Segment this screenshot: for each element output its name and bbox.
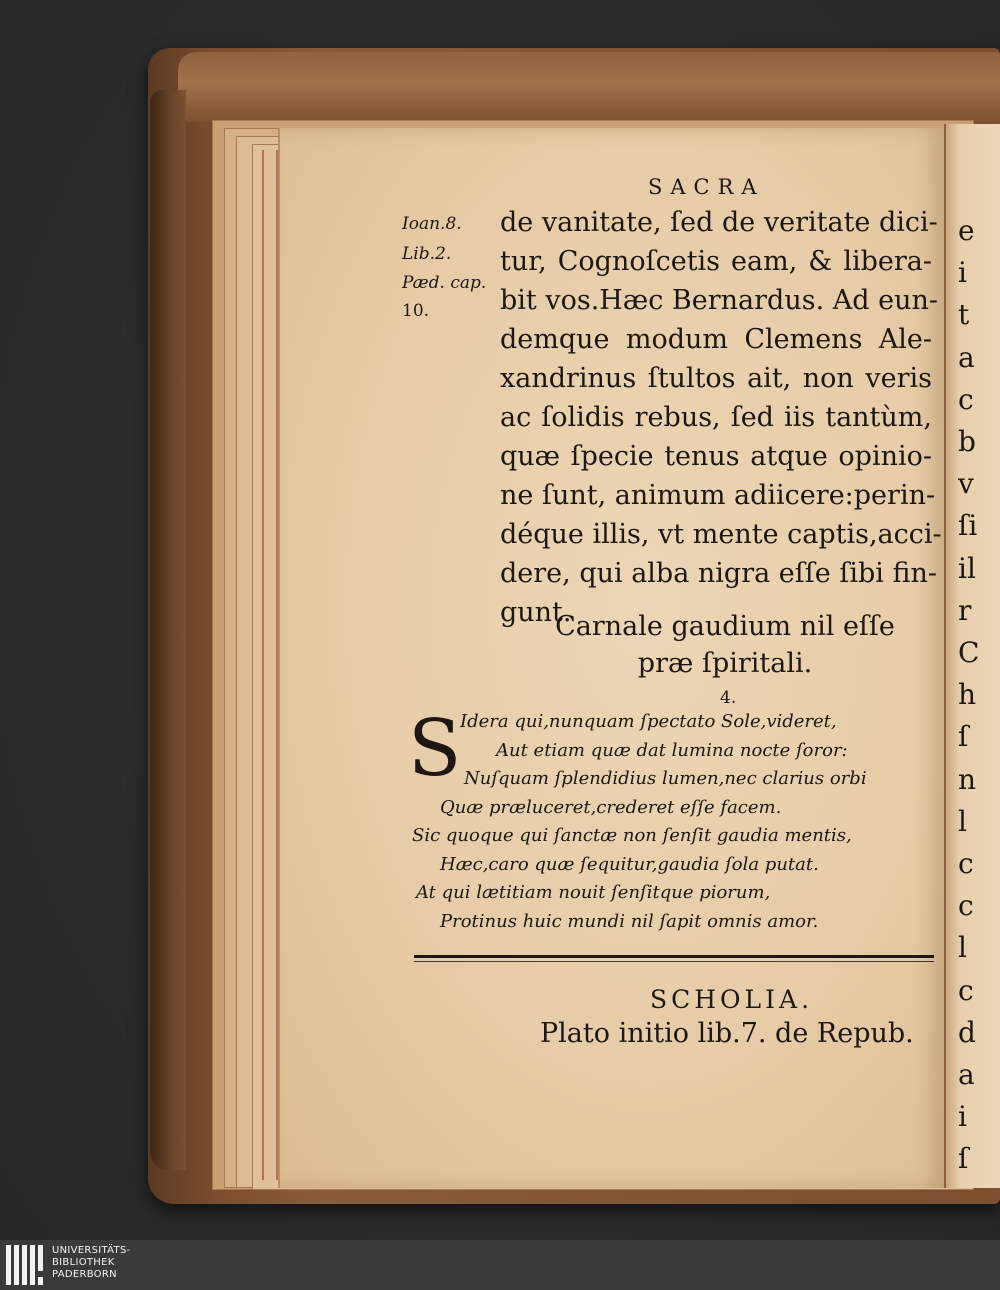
poem-line: Idera qui,nunquam ſpectato Sole,videret,	[460, 711, 837, 732]
drop-cap: S	[408, 704, 462, 794]
footer-bar	[0, 1240, 1000, 1290]
next-page-fragment: b	[958, 425, 976, 459]
text-line: déque illis, vt mente captis,acci-	[500, 519, 942, 550]
poem-line: Aut etiam quæ dat lumina nocte ſoror:	[496, 739, 848, 761]
divider-rule	[414, 961, 934, 962]
text-line: de vanitate, ſed de veritate dici-	[500, 207, 938, 238]
next-page-fragment: n	[958, 762, 977, 796]
margin-note: Pæd. cap.	[402, 273, 487, 293]
text-line: dere, qui alba nigra eſſe ſibi fin-	[500, 558, 937, 589]
logo-line: BIBLIOTHEK	[52, 1257, 115, 1268]
section-number: 4.	[720, 688, 737, 708]
next-page-fragment: ſ	[958, 720, 969, 754]
next-page-fragment: ſ	[958, 1142, 969, 1176]
heading-line: Carnale gaudium nil eſſe	[555, 611, 895, 642]
heading-line: præ ſpiritali.	[637, 648, 813, 679]
text-line: quæ ſpecie tenus atque opinio-	[500, 441, 932, 472]
next-page-fragment: h	[958, 678, 977, 712]
next-page-text	[958, 210, 1000, 1181]
body-text	[500, 203, 942, 632]
next-page-fragment: a	[958, 340, 975, 374]
next-page-fragment: c	[958, 889, 974, 923]
scholia-heading: SCHOLIA.	[650, 985, 814, 1014]
poem-line: Sic quoque qui ſanctæ non ſenſit gaudia mentis,	[412, 825, 852, 846]
text-line: bit vos.Hæc Bernardus. Ad eun-	[500, 285, 938, 316]
next-page-fragment: C	[958, 636, 980, 670]
poem-line: At qui lætitiam nouit ſenſitque piorum,	[416, 882, 771, 903]
next-page-fragment: r	[958, 593, 972, 627]
text-line: gunt.	[500, 597, 572, 628]
next-page-fragment: c	[958, 847, 974, 881]
logo-line: PADERBORN	[52, 1269, 117, 1280]
margin-note: Lib.2.	[402, 244, 452, 264]
book-spine	[150, 90, 186, 1170]
poem-line: Quæ præluceret,crederet eſſe facem.	[440, 796, 782, 818]
next-page-fragment: ſi	[958, 509, 978, 543]
next-page-fragment: i	[958, 256, 967, 290]
next-page-fragment: d	[958, 1015, 976, 1049]
margin-note: 10.	[402, 301, 430, 321]
next-page-fragment: c	[958, 973, 974, 1007]
next-page-fragment: v	[958, 467, 974, 501]
next-page-fragment: e	[958, 214, 975, 247]
margin-note: Ioan.8.	[402, 214, 462, 234]
library-logo-icon	[6, 1245, 46, 1285]
poem-line: Hæc,caro quæ ſequitur,gaudia ſola putat.	[440, 853, 819, 875]
next-page-fragment: il	[958, 551, 976, 585]
library-logo-text	[52, 1245, 131, 1281]
next-page-fragment: i	[958, 1100, 967, 1134]
section-heading	[500, 608, 950, 682]
poem	[412, 708, 942, 936]
divider-rule	[414, 955, 934, 958]
next-page-fragment: c	[958, 382, 974, 416]
next-page-fragment: l	[958, 931, 967, 965]
next-page-fragment: t	[958, 298, 970, 332]
next-page-fragment: a	[958, 1058, 975, 1092]
red-page-edges	[262, 150, 278, 1180]
poem-line: Nuſquam ſplendidius lumen,nec clarius orbi	[464, 768, 867, 789]
poem-line: Protinus huic mundi nil ſapit omnis amor.	[440, 910, 819, 932]
text-line: demque modum Clemens Ale-	[500, 324, 932, 355]
book-cover-top-edge	[178, 52, 1000, 122]
text-line: ac ſolidis rebus, ſed iis tantùm,	[500, 402, 932, 433]
scholia-text: Plato initio lib.7. de Repub.	[540, 1018, 914, 1049]
text-line: ne ſunt, animum adiicere:perin-	[500, 480, 936, 511]
text-line: xandrinus ſtultos ait, non veris	[500, 363, 932, 394]
running-head: SACRA	[648, 175, 765, 199]
text-line: tur, Cognoſcetis eam, & libera-	[500, 246, 932, 277]
next-page-fragment: l	[958, 804, 967, 838]
logo-line: UNIVERSITÄTS-	[52, 1245, 131, 1256]
